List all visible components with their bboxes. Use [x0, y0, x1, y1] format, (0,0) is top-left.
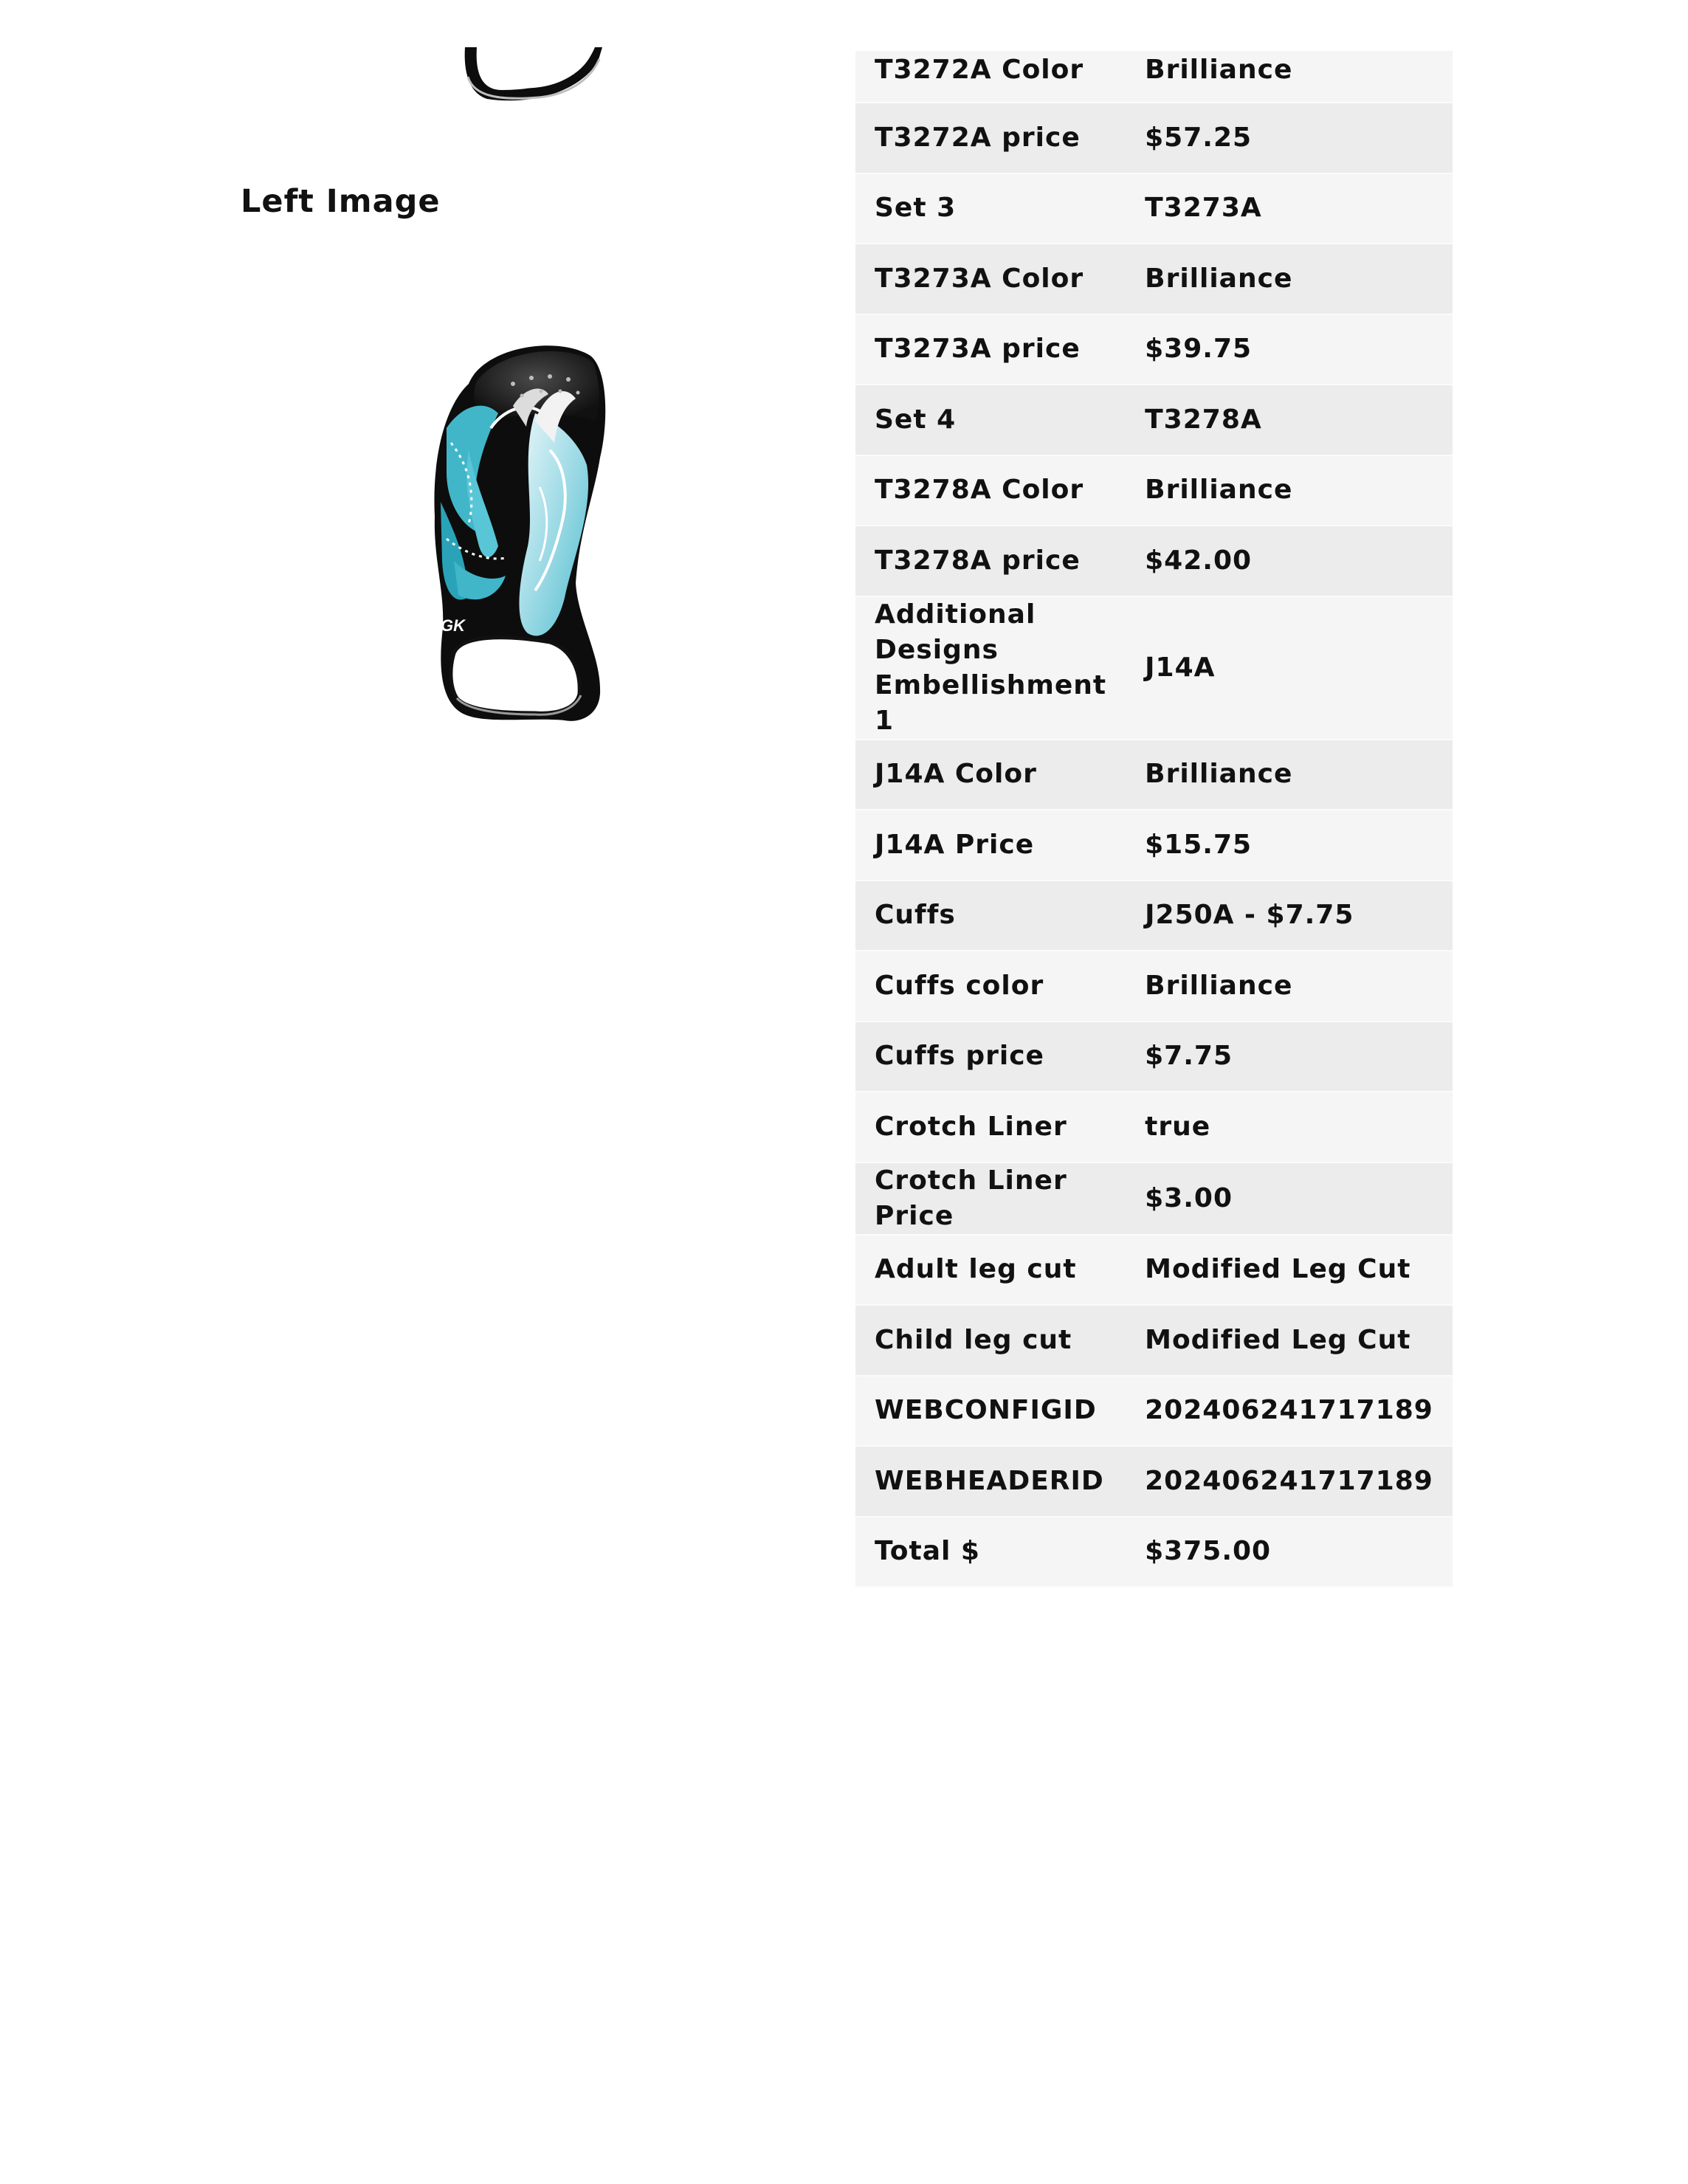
detail-label: Cuffs color: [855, 951, 1126, 1022]
detail-label: Cuffs: [855, 881, 1126, 951]
detail-value: Brilliance: [1126, 455, 1453, 526]
detail-row: [855, 881, 1453, 951]
detail-value: T3273A: [1126, 173, 1453, 244]
detail-label: T3273A Color: [855, 244, 1126, 314]
detail-label: Child leg cut: [855, 1305, 1126, 1376]
previous-leotard-image: [458, 47, 605, 103]
detail-value: $57.25: [1126, 103, 1453, 173]
detail-label: T3278A price: [855, 526, 1126, 596]
detail-value: true: [1126, 1092, 1453, 1162]
order-details-table: [855, 51, 1453, 1588]
section-title: Left Image: [241, 183, 441, 220]
detail-value: $42.00: [1126, 526, 1453, 596]
detail-value: T3278A: [1126, 385, 1453, 455]
detail-value: $39.75: [1126, 314, 1453, 385]
detail-row: [855, 1162, 1453, 1235]
detail-label: T3273A price: [855, 314, 1126, 385]
detail-value: $15.75: [1126, 810, 1453, 881]
detail-value: Brilliance: [1126, 244, 1453, 314]
detail-row: [855, 314, 1453, 385]
detail-row: [855, 740, 1453, 810]
leotard-left-image: [424, 340, 624, 734]
detail-value: Brilliance: [1126, 951, 1453, 1022]
detail-label: Additional Designs Embellishment 1: [855, 596, 1126, 740]
detail-row: [855, 596, 1453, 740]
detail-row: [855, 1022, 1453, 1092]
detail-row: [855, 1235, 1453, 1306]
detail-value: 202406241717189: [1126, 1446, 1453, 1517]
detail-value: 202406241717189: [1126, 1376, 1453, 1447]
detail-label: WEBCONFIGID: [855, 1376, 1126, 1447]
detail-value: Modified Leg Cut: [1126, 1235, 1453, 1306]
detail-row: [855, 526, 1453, 596]
svg-text:GK: GK: [441, 616, 465, 635]
detail-value: $3.00: [1126, 1162, 1453, 1235]
detail-label: Cuffs price: [855, 1022, 1126, 1092]
detail-value: Brilliance: [1126, 740, 1453, 810]
product-images-column: [0, 0, 812, 886]
detail-row: [855, 951, 1453, 1022]
detail-row: [855, 385, 1453, 455]
detail-value: J14A: [1126, 596, 1453, 740]
detail-label: T3278A Color: [855, 455, 1126, 526]
detail-row: [855, 173, 1453, 244]
detail-row: [855, 810, 1453, 881]
detail-row: [855, 1517, 1453, 1588]
detail-value: Brilliance: [1126, 51, 1453, 103]
detail-row: [855, 103, 1453, 173]
detail-label: WEBHEADERID: [855, 1446, 1126, 1517]
detail-row: [855, 244, 1453, 314]
detail-label: Adult leg cut: [855, 1235, 1126, 1306]
detail-value: J250A - $7.75: [1126, 881, 1453, 951]
detail-row: [855, 51, 1453, 103]
detail-value: Modified Leg Cut: [1126, 1305, 1453, 1376]
detail-row: [855, 1446, 1453, 1517]
detail-row: [855, 1376, 1453, 1447]
detail-label: T3272A price: [855, 103, 1126, 173]
detail-label: T3272A Color: [855, 51, 1126, 103]
detail-value: $7.75: [1126, 1022, 1453, 1092]
detail-row: [855, 1305, 1453, 1376]
detail-label: Crotch Liner: [855, 1092, 1126, 1162]
detail-value: $375.00: [1126, 1517, 1453, 1588]
detail-label: J14A Price: [855, 810, 1126, 881]
detail-label: J14A Color: [855, 740, 1126, 810]
detail-label: Crotch Liner Price: [855, 1162, 1126, 1235]
detail-label: Set 3: [855, 173, 1126, 244]
detail-label: Total $: [855, 1517, 1126, 1588]
detail-row: [855, 1092, 1453, 1162]
detail-label: Set 4: [855, 385, 1126, 455]
detail-row: [855, 455, 1453, 526]
